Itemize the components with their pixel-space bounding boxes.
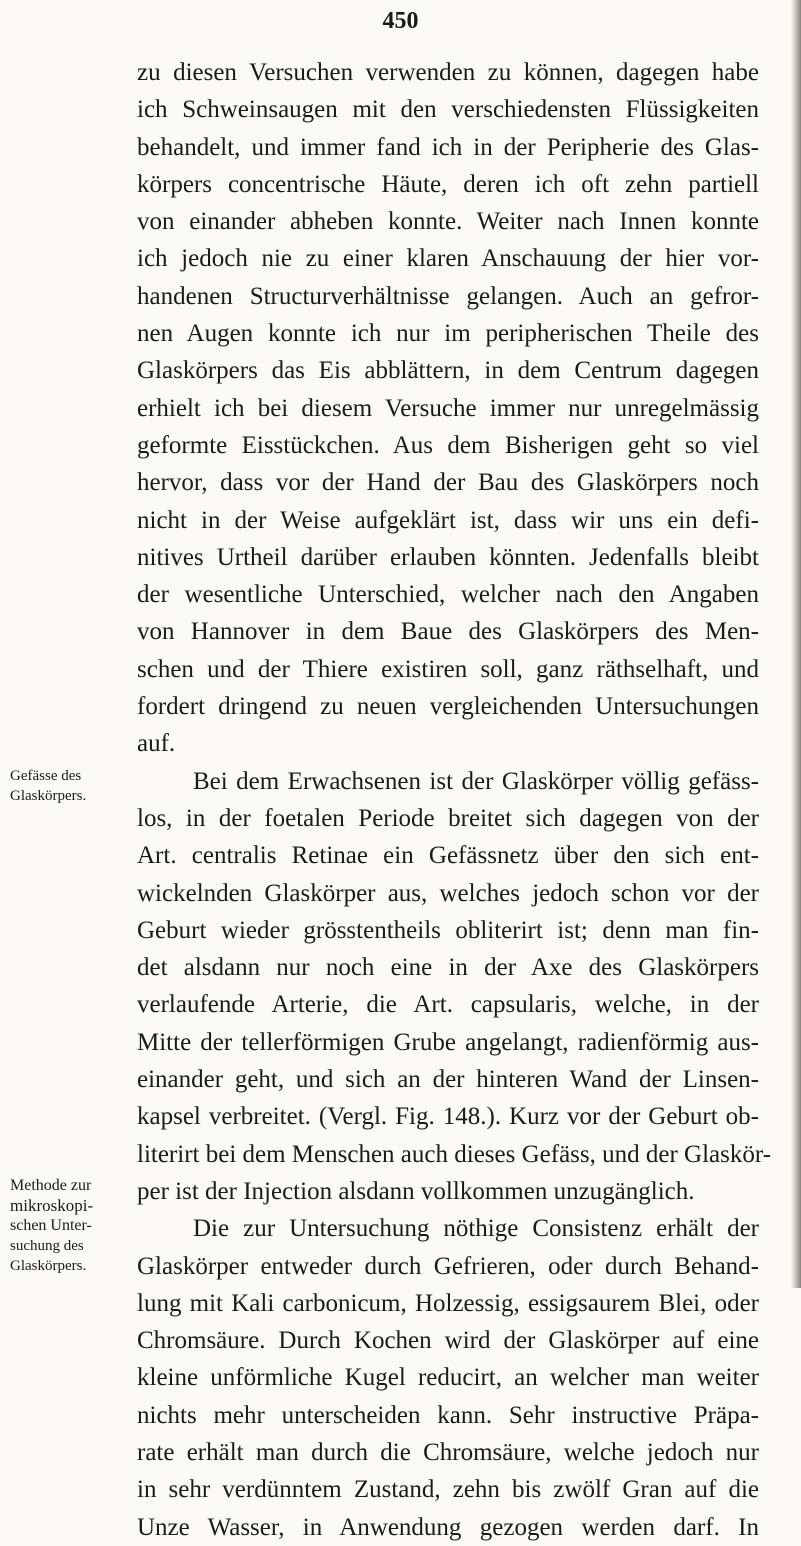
- margin-note-vessels: [10, 766, 130, 806]
- text-line: det alsdann nur noch eine in der Axe des Glaskörpers: [137, 954, 759, 982]
- text-line: erhielt ich bei diesem Versuche immer nur unregelmässig: [137, 394, 759, 422]
- text-line: Chromsäure. Durch Kochen wird der Glaskörper auf eine: [137, 1327, 759, 1355]
- text-line: einander geht, und sich an der hinteren Wand der Linsen-: [137, 1066, 759, 1094]
- text-line: Glaskörper entweder durch Gefrieren, oder durch Behand-: [137, 1252, 759, 1280]
- text-line: Mitte der tellerförmigen Grube angelangt, radienförmig aus-: [137, 1028, 759, 1056]
- page-number: 450: [382, 8, 419, 34]
- body-text: [137, 54, 772, 1546]
- text-line: der wesentliche Unterschied, welcher nach den Angaben: [137, 581, 759, 609]
- margin-note-method: [10, 1176, 130, 1276]
- text-line: ich jedoch nie zu einer klaren Anschauung der hier vor-: [137, 245, 759, 273]
- text-line: geformte Eisstückchen. Aus dem Bisherigen geht so viel: [137, 431, 759, 459]
- margin-note-line: schen Unter-: [10, 1217, 92, 1234]
- text-line: rate erhält man durch die Chromsäure, welche jedoch nur: [137, 1438, 759, 1466]
- text-line: fordert dringend zu neuen vergleichenden Untersuchungen: [137, 693, 759, 721]
- text-line: Bei dem Erwachsenen ist der Glaskörper völlig gefäss-: [193, 767, 759, 795]
- text-line: literirt bei dem Menschen auch dieses Gefäss, und der Glaskör-: [137, 1140, 772, 1168]
- margin-note-line: Glaskörpers.: [10, 788, 87, 804]
- text-line: lung mit Kali carbonicum, Holzessig, essigsaurem Blei, oder: [137, 1289, 759, 1317]
- text-line: nicht in der Weise aufgeklärt ist, dass wir uns ein defi-: [137, 506, 759, 534]
- text-line: Glaskörpers das Eis abblättern, in dem Centrum dagegen: [137, 357, 759, 385]
- text-line: nen Augen konnte ich nur im peripherischen Theile des: [137, 320, 759, 348]
- text-line: Unze Wasser, in Anwendung gezogen werden darf. In: [137, 1513, 759, 1541]
- text-line: von Hannover in dem Baue des Glaskörpers des Men-: [137, 618, 759, 646]
- text-line: hervor, dass vor der Hand der Bau des Glaskörpers noch: [137, 469, 759, 497]
- text-line: los, in der foetalen Periode breitet sich dagegen von der: [137, 804, 759, 832]
- text-line: per ist der Injection alsdann vollkommen unzugänglich.: [137, 1177, 695, 1205]
- text-line: körpers concentrische Häute, deren ich oft zehn partiell: [137, 170, 759, 198]
- text-line: Geburt wieder grösstentheils obliterirt ist; denn man fin-: [137, 916, 759, 944]
- margin-note-line: Gefässe des: [10, 768, 82, 784]
- text-line: verlaufende Arterie, die Art. capsularis, welche, in der: [137, 991, 759, 1019]
- text-line: auf.: [137, 730, 176, 758]
- text-line: kleine unförmliche Kugel reducirt, an welcher man weiter: [137, 1364, 759, 1392]
- margin-note-line: Glaskörpers.: [10, 1258, 87, 1274]
- text-line: nichts mehr unterscheiden kann. Sehr instructive Präpa-: [137, 1401, 759, 1429]
- text-line: ich Schweinsaugen mit den verschiedensten Flüssigkeiten: [137, 96, 759, 124]
- text-line: behandelt, und immer fand ich in der Peripherie des Glas-: [137, 133, 759, 161]
- text-line: schen und der Thiere existiren soll, ganz räthselhaft, und: [137, 655, 759, 683]
- text-line: Die zur Untersuchung nöthige Consistenz erhält der: [193, 1215, 759, 1243]
- margin-note-line: mikroskopi-: [10, 1196, 94, 1215]
- margin-note-line: suchung des: [10, 1238, 84, 1254]
- text-line: in sehr verdünntem Zustand, zehn bis zwölf Gran auf die: [137, 1476, 759, 1504]
- text-line: kapsel verbreitet. (Vergl. Fig. 148.). Kurz vor der Geburt ob-: [137, 1103, 759, 1131]
- text-line: nitives Urtheil darüber erlauben könnten. Jedenfalls bleibt: [137, 543, 759, 571]
- text-line: von einander abheben konnte. Weiter nach Innen konnte: [137, 208, 759, 236]
- text-line: Art. centralis Retinae ein Gefässnetz über den sich ent-: [137, 842, 759, 870]
- text-line: handenen Structurverhältnisse gelangen. Auch an gefror-: [137, 282, 759, 310]
- text-line: zu diesen Versuchen verwenden zu können, dagegen habe: [137, 59, 759, 86]
- margin-note-line: Methode zur: [10, 1177, 92, 1194]
- text-line: wickelnden Glaskörper aus, welches jedoch schon vor der: [137, 879, 759, 907]
- page-edge-shadow: [791, 0, 801, 1288]
